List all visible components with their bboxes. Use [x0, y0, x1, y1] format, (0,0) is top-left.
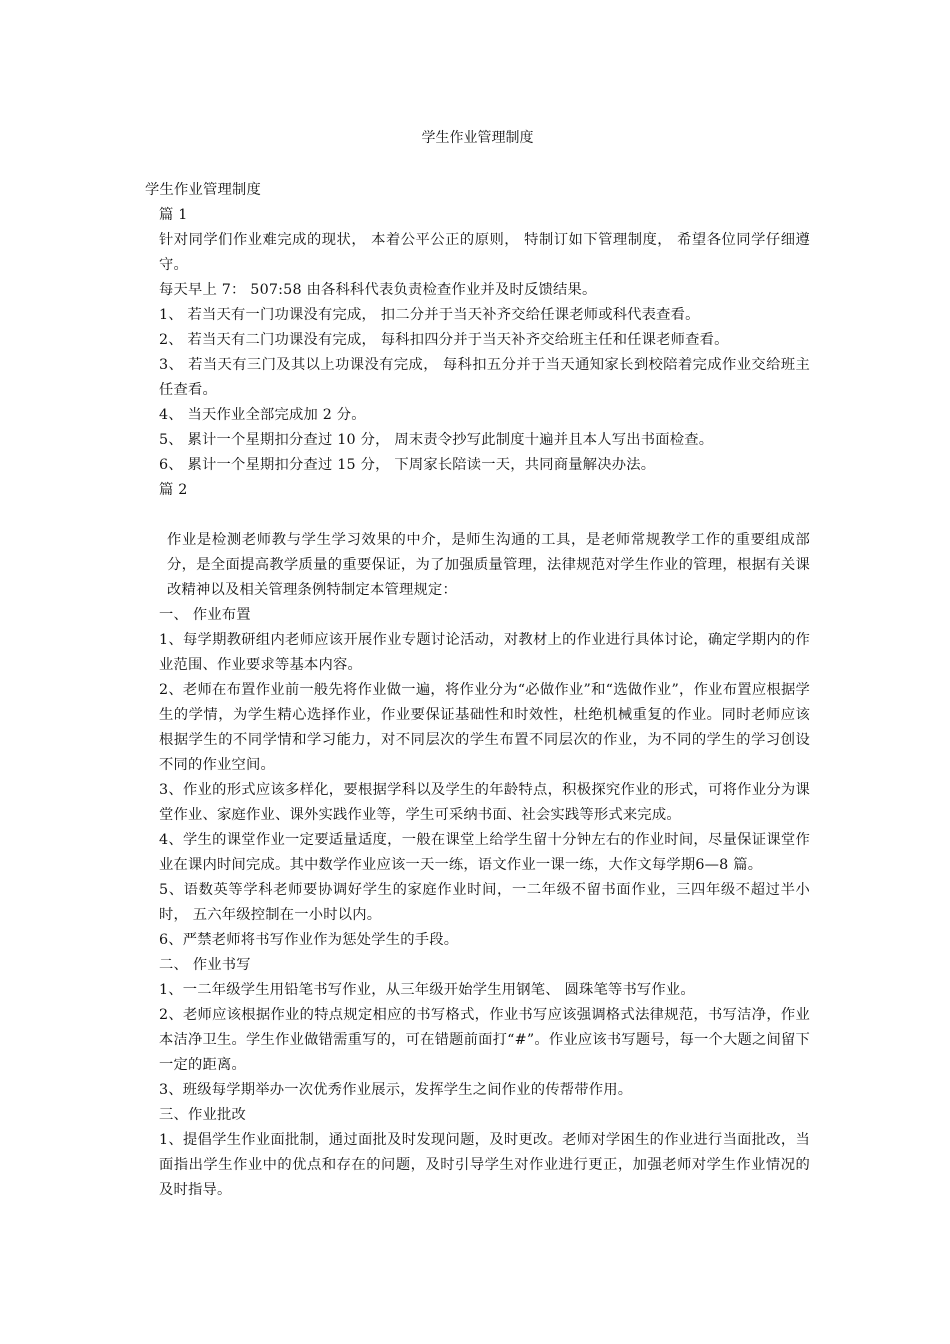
part2-intro: 作业是检测老师教与学生学习效果的中介，是师生沟通的工具，是老师常规教学工作的重要组成部分，是全面提高教学质量的重要保证，为了加强质量管理，法律规范对学生作业的管理，根据有关课改精神以及相关管理条例特制定本管理规定： [167, 532, 810, 598]
section-item: 3、作业的形式应该多样化，要根据学科以及学生的年龄特点，积极探究作业的形式，可将作业分为课堂作业、家庭作业、课外实践作业等，学生可采纳书面、社会实践等形式来完成。 [159, 782, 810, 823]
document-subtitle: 学生作业管理制度 [145, 182, 261, 198]
section-heading: 一、 作业布置 [159, 607, 251, 623]
part1-intro: 针对同学们作业难完成的现状， 本着公平公正的原则， 特制订如下管理制度， 希望各位同学仔细遵守。 [159, 232, 810, 273]
section-item: 3、班级每学期举办一次优秀作业展示，发挥学生之间作业的传帮带作用。 [159, 1082, 633, 1098]
part1-rule: 6、 累计一个星期扣分查过 15 分， 下周家长陪读一天，共同商量解决办法。 [159, 457, 656, 473]
section-item: 1、一二年级学生用铅笔书写作业，从三年级开始学生用钢笔、 圆珠笔等书写作业。 [159, 982, 695, 998]
section-item: 4、学生的课堂作业一定要适量适度，一般在课堂上给学生留十分钟左右的作业时间，尽量保证课堂作业在课内时间完成。其中数学作业应该一天一练，语文作业一课一练，大作文每学期6—8 篇。 [159, 832, 810, 873]
part1-label: 篇 1 [159, 207, 188, 223]
spacer [145, 503, 810, 528]
section-item: 2、老师应该根据作业的特点规定相应的书写格式，作业书写应该强调格式法律规范，书写洁净，作业本洁净卫生。学生作业做错需重写的，可在错题前面打“#”。作业应该书写题号，每一个大题之间留下一定的距离。 [159, 1007, 810, 1073]
section-heading: 三、作业批改 [159, 1107, 246, 1123]
part1-rule: 2、 若当天有二门功课没有完成， 每科扣四分并于当天补齐交给班主任和任课老师查看。 [159, 332, 729, 348]
section-item: 6、严禁老师将书写作业作为惩处学生的手段。 [159, 932, 459, 948]
section-heading: 二、 作业书写 [159, 957, 251, 973]
section-item: 2、老师在布置作业前一般先将作业做一遍，将作业分为“必做作业”和“选做作业”，作业布置应根据学生的学情，为学生精心选择作业，作业要保证基础性和时效性，杜绝机械重复的作业。同时老师应该根据学生的不同学情和学习能力，对不同层次的学生布置不同层次的作业，为不同的学生的学习创设不同的作业空间。 [159, 682, 810, 773]
document-title: 学生作业管理制度 [421, 130, 534, 146]
section-item: 1、每学期教研组内老师应该开展作业专题讨论活动，对教材上的作业进行具体讨论，确定学期内的作业范围、作业要求等基本内容。 [159, 632, 810, 673]
part1-rule: 5、 累计一个星期扣分查过 10 分， 周末责令抄写此制度十遍并且本人写出书面检查。 [159, 432, 714, 448]
part1-rule: 3、 若当天有三门及其以上功课没有完成， 每科扣五分并于当天通知家长到校陪着完成作业交给班主任查看。 [159, 357, 810, 398]
section-item: 5、语数英等学科老师要协调好学生的家庭作业时间，一二年级不留书面作业，三四年级不超过半小时， 五六年级控制在一小时以内。 [159, 882, 810, 923]
section-item: 1、提倡学生作业面批制，通过面批及时发现问题，及时更改。老师对学困生的作业进行当面批改，当面指出学生作业中的优点和存在的问题，及时引导学生对作业进行更正，加强老师对学生作业情况的及时指导。 [159, 1132, 810, 1198]
part1-rule: 1、 若当天有一门功课没有完成， 扣二分并于当天补齐交给任课老师或科代表查看。 [159, 307, 700, 323]
part1-rule: 4、 当天作业全部完成加 2 分。 [159, 407, 366, 423]
document-page [145, 128, 810, 1203]
part1-check: 每天早上 7： 507:58 由各科科代表负责检查作业并及时反馈结果。 [159, 282, 597, 298]
part2-label: 篇 2 [159, 482, 188, 498]
